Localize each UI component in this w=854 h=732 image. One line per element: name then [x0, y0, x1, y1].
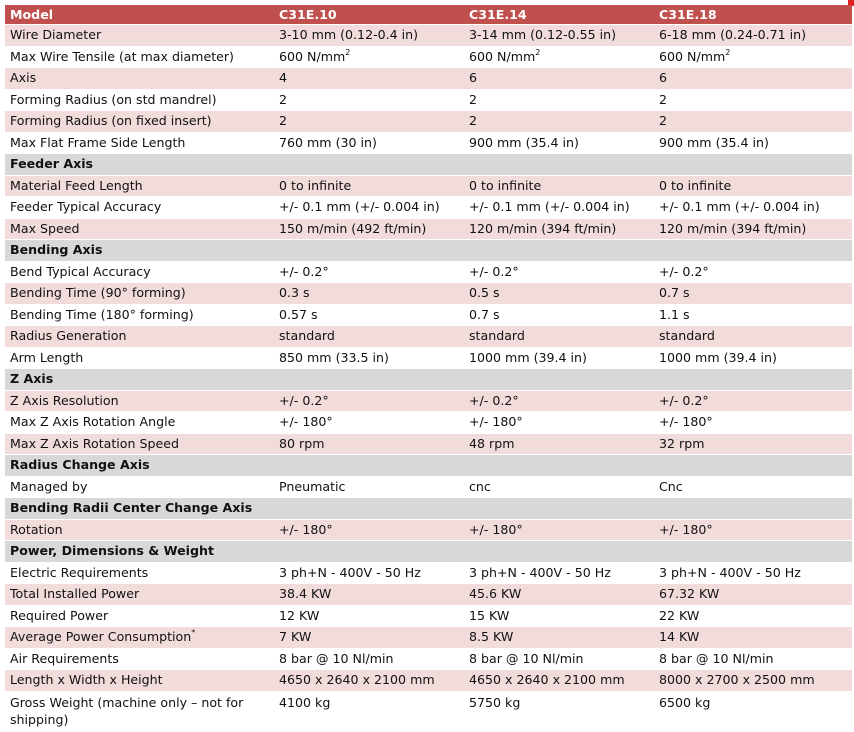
row-value-text: 600 N/mm [279, 48, 346, 64]
section-row [5, 455, 852, 477]
row-value-text: 4 [279, 70, 288, 86]
row-value [654, 648, 852, 670]
row-value-text: +/- 0.2° [469, 392, 519, 408]
table-row [5, 304, 852, 326]
table-row [5, 283, 852, 305]
table-row [5, 46, 852, 68]
row-label-text: Air Requirements [10, 650, 119, 666]
unit-superscript: 2 [345, 47, 351, 57]
header-cell-model: Model [5, 5, 274, 25]
row-value [464, 670, 654, 692]
row-value-text: Cnc [659, 478, 683, 494]
row-value [464, 562, 654, 584]
table-row [5, 691, 852, 731]
row-value-text: 0.3 s [279, 285, 310, 301]
row-value-text: 2 [279, 91, 288, 107]
row-label-text: Average Power Consumption [10, 629, 192, 645]
row-value [464, 390, 654, 412]
row-value-text: 14 KW [659, 629, 700, 645]
row-value-text: 3-10 mm (0.12-0.4 in) [279, 27, 419, 43]
table-row [5, 433, 852, 455]
table-row [5, 670, 852, 692]
row-value-text: 8000 x 2700 x 2500 mm [659, 672, 815, 688]
row-value [464, 175, 654, 197]
row-label [5, 691, 274, 731]
table-row [5, 627, 852, 649]
row-value-text: 1000 mm (39.4 in) [659, 349, 777, 365]
table-row [5, 68, 852, 90]
row-value-text: 900 mm (35.4 in) [469, 134, 579, 150]
row-value [274, 347, 464, 369]
row-label [5, 46, 274, 68]
row-value-text: +/- 180° [279, 414, 333, 430]
row-label [5, 605, 274, 627]
row-value [654, 326, 852, 348]
row-value-text: +/- 180° [659, 414, 713, 430]
section-label: Feeder Axis [5, 154, 852, 176]
row-value [654, 476, 852, 498]
table-row [5, 218, 852, 240]
row-label [5, 519, 274, 541]
row-value-text: 6500 kg [659, 694, 711, 710]
row-value-text: 15 KW [469, 607, 510, 623]
row-label [5, 670, 274, 692]
row-value [464, 283, 654, 305]
row-value-text: 38.4 KW [279, 586, 332, 602]
row-value-text: 5750 kg [469, 694, 521, 710]
table-row [5, 605, 852, 627]
row-value [654, 519, 852, 541]
row-value [274, 132, 464, 154]
row-value-text: 900 mm (35.4 in) [659, 134, 769, 150]
row-value-text: +/- 180° [469, 414, 523, 430]
table-row [5, 197, 852, 219]
row-value [464, 476, 654, 498]
row-label-text: Max Wire Tensile (at max diameter) [10, 48, 234, 64]
row-value [464, 648, 654, 670]
row-label-text: Electric Requirements [10, 564, 149, 580]
row-value-text: standard [279, 328, 335, 344]
row-value [654, 670, 852, 692]
section-row [5, 369, 852, 391]
unit-superscript: 2 [725, 47, 731, 57]
row-label-text: Max Speed [10, 220, 80, 236]
row-value [464, 691, 654, 731]
row-value-text: 8 bar @ 10 Nl/min [279, 650, 394, 666]
row-value-text: 2 [659, 91, 668, 107]
row-value [464, 605, 654, 627]
row-value-text: 6 [469, 70, 478, 86]
row-value [274, 670, 464, 692]
row-value-text: 3 ph+N - 400V - 50 Hz [469, 564, 611, 580]
row-value [274, 584, 464, 606]
row-label-text: Max Z Axis Rotation Angle [10, 414, 176, 430]
row-value-text: 4650 x 2640 x 2100 mm [279, 672, 435, 688]
section-label: Bending Axis [5, 240, 852, 262]
row-value [464, 218, 654, 240]
row-label [5, 347, 274, 369]
table-row [5, 519, 852, 541]
row-value-text: 850 mm (33.5 in) [279, 349, 389, 365]
header-cell-c31e10: C31E.10 [274, 5, 464, 25]
row-value [464, 584, 654, 606]
row-value [654, 197, 852, 219]
row-label [5, 627, 274, 649]
row-value [464, 261, 654, 283]
row-value-text: +/- 180° [279, 521, 333, 537]
row-value [464, 304, 654, 326]
row-value [274, 175, 464, 197]
row-value [464, 627, 654, 649]
table-row [5, 132, 852, 154]
row-value [274, 111, 464, 133]
row-label [5, 218, 274, 240]
row-value-text: 3 ph+N - 400V - 50 Hz [659, 564, 801, 580]
row-value [654, 347, 852, 369]
section-label: Radius Change Axis [5, 455, 852, 477]
section-label: Power, Dimensions & Weight [5, 541, 852, 563]
row-value-text: 600 N/mm [469, 48, 536, 64]
row-value [654, 132, 852, 154]
table-row [5, 584, 852, 606]
row-value-text: +/- 0.2° [659, 263, 709, 279]
row-value [464, 132, 654, 154]
row-value [654, 390, 852, 412]
row-value-text: 1000 mm (39.4 in) [469, 349, 587, 365]
row-value [654, 412, 852, 434]
row-value [464, 326, 654, 348]
row-value [274, 68, 464, 90]
row-value-text: +/- 0.2° [659, 392, 709, 408]
header-cell-c31e18: C31E.18 [654, 5, 852, 25]
row-label [5, 390, 274, 412]
row-value [464, 111, 654, 133]
row-value [464, 347, 654, 369]
row-value [274, 283, 464, 305]
row-value-text: +/- 0.2° [469, 263, 519, 279]
row-label-text: Bending Time (90° forming) [10, 285, 186, 301]
row-label [5, 283, 274, 305]
row-value [654, 627, 852, 649]
row-value [654, 304, 852, 326]
row-label-text: Forming Radius (on std mandrel) [10, 91, 217, 107]
row-value-text: 600 N/mm [659, 48, 726, 64]
table-row [5, 89, 852, 111]
row-value [654, 111, 852, 133]
row-value [274, 519, 464, 541]
row-value-text: +/- 0.1 mm (+/- 0.004 in) [469, 199, 630, 215]
row-value-text: 2 [469, 113, 478, 129]
row-value-text: 760 mm (30 in) [279, 134, 377, 150]
row-value-text: 3-14 mm (0.12-0.55 in) [469, 27, 617, 43]
section-row [5, 154, 852, 176]
row-value [654, 562, 852, 584]
row-value-text: 0 to infinite [279, 177, 352, 193]
row-value-text: +/- 180° [659, 521, 713, 537]
row-label [5, 584, 274, 606]
row-label [5, 433, 274, 455]
row-label [5, 111, 274, 133]
row-value [274, 476, 464, 498]
row-value-text: 6-18 mm (0.24-0.71 in) [659, 27, 807, 43]
row-label-text: Rotation [10, 521, 63, 537]
row-value-text: 80 rpm [279, 435, 325, 451]
row-value [654, 691, 852, 731]
row-label-text: Arm Length [10, 349, 84, 365]
row-value-text: 8 bar @ 10 Nl/min [469, 650, 584, 666]
row-value [654, 584, 852, 606]
row-value [274, 412, 464, 434]
row-value-text: 0 to infinite [469, 177, 542, 193]
row-value [464, 433, 654, 455]
table-row [5, 347, 852, 369]
row-value-text: 0.5 s [469, 285, 500, 301]
row-value [654, 605, 852, 627]
table-row [5, 25, 852, 47]
table-row [5, 648, 852, 670]
table-row [5, 261, 852, 283]
row-value [274, 562, 464, 584]
row-label [5, 304, 274, 326]
row-value-text: 6 [659, 70, 668, 86]
row-value-text: 1.1 s [659, 306, 690, 322]
unit-superscript: 2 [535, 47, 541, 57]
row-value [654, 261, 852, 283]
spec-table [5, 5, 852, 732]
row-value [464, 519, 654, 541]
row-label-text: Required Power [10, 607, 109, 623]
table-row [5, 111, 852, 133]
row-value-text: 32 rpm [659, 435, 705, 451]
row-label-text: Axis [10, 70, 37, 86]
row-value-text: 4650 x 2640 x 2100 mm [469, 672, 625, 688]
row-value [654, 175, 852, 197]
row-value [464, 68, 654, 90]
row-value-text: 12 KW [279, 607, 320, 623]
row-value [274, 46, 464, 68]
row-value [274, 648, 464, 670]
row-value-text: standard [659, 328, 715, 344]
row-value-text: 22 KW [659, 607, 700, 623]
row-label-text: Bend Typical Accuracy [10, 263, 151, 279]
row-label [5, 89, 274, 111]
row-label-text: Feeder Typical Accuracy [10, 199, 162, 215]
section-row [5, 240, 852, 262]
row-label-text: Z Axis Resolution [10, 392, 119, 408]
row-label-text: Radius Generation [10, 328, 127, 344]
row-value-text: 0.57 s [279, 306, 318, 322]
row-value-text: 150 m/min (492 ft/min) [279, 220, 427, 236]
row-value [464, 412, 654, 434]
footnote-marker: * [191, 628, 196, 638]
row-value-text: 8 bar @ 10 Nl/min [659, 650, 774, 666]
row-value-text: 120 m/min (394 ft/min) [659, 220, 807, 236]
row-value-text: +/- 0.1 mm (+/- 0.004 in) [279, 199, 440, 215]
row-value-text: +/- 0.2° [279, 392, 329, 408]
row-value [654, 89, 852, 111]
row-label [5, 326, 274, 348]
table-row [5, 412, 852, 434]
row-value [654, 433, 852, 455]
row-label [5, 175, 274, 197]
row-value [654, 46, 852, 68]
row-label [5, 562, 274, 584]
row-label-text: Forming Radius (on fixed insert) [10, 113, 212, 129]
row-label [5, 412, 274, 434]
row-value [274, 25, 464, 47]
row-value-text: 0.7 s [469, 306, 500, 322]
row-label [5, 197, 274, 219]
row-value-text: 0 to infinite [659, 177, 732, 193]
row-value [274, 89, 464, 111]
row-value [274, 390, 464, 412]
row-label [5, 25, 274, 47]
row-label-text: Bending Time (180° forming) [10, 306, 194, 322]
row-value [654, 283, 852, 305]
row-value-text: 2 [659, 113, 668, 129]
section-row [5, 541, 852, 563]
row-value [464, 25, 654, 47]
row-label [5, 132, 274, 154]
header-cell-c31e14: C31E.14 [464, 5, 654, 25]
row-value-text: +/- 0.2° [279, 263, 329, 279]
row-value-text: 3 ph+N - 400V - 50 Hz [279, 564, 421, 580]
row-value-text: cnc [469, 478, 491, 494]
row-value-text: 2 [469, 91, 478, 107]
row-label-text: Gross Weight (machine only – not for shipping) [10, 694, 244, 727]
row-value [654, 68, 852, 90]
row-value-text: 2 [279, 113, 288, 129]
row-value [274, 627, 464, 649]
table-row [5, 326, 852, 348]
table-header-row [5, 5, 852, 25]
row-value [654, 25, 852, 47]
section-label: Z Axis [5, 369, 852, 391]
row-value-text: 67.32 KW [659, 586, 720, 602]
row-value [274, 691, 464, 731]
row-value [464, 46, 654, 68]
row-label-text: Total Installed Power [10, 586, 140, 602]
table-row [5, 562, 852, 584]
row-label [5, 648, 274, 670]
row-value [274, 326, 464, 348]
row-label-text: Material Feed Length [10, 177, 143, 193]
row-value-text: standard [469, 328, 525, 344]
row-label-text: Length x Width x Height [10, 672, 163, 688]
row-value-text: +/- 0.1 mm (+/- 0.004 in) [659, 199, 820, 215]
row-value [274, 605, 464, 627]
row-label [5, 476, 274, 498]
row-value-text: 120 m/min (394 ft/min) [469, 220, 617, 236]
row-label-text: Managed by [10, 478, 88, 494]
row-value [274, 304, 464, 326]
table-row [5, 175, 852, 197]
row-label-text: Wire Diameter [10, 27, 102, 43]
row-value [464, 89, 654, 111]
row-value-text: 4100 kg [279, 694, 331, 710]
row-value-text: 0.7 s [659, 285, 690, 301]
row-label-text: Max Flat Frame Side Length [10, 134, 186, 150]
row-value-text: Pneumatic [279, 478, 346, 494]
row-value-text: 45.6 KW [469, 586, 522, 602]
row-value-text: 8.5 KW [469, 629, 514, 645]
section-row [5, 498, 852, 520]
table-row [5, 476, 852, 498]
table-row [5, 390, 852, 412]
row-value [274, 433, 464, 455]
row-value [654, 218, 852, 240]
section-label: Bending Radii Center Change Axis [5, 498, 852, 520]
row-value [274, 197, 464, 219]
row-label [5, 261, 274, 283]
row-value [464, 197, 654, 219]
row-label-text: Max Z Axis Rotation Speed [10, 435, 179, 451]
row-label [5, 68, 274, 90]
row-value-text: +/- 180° [469, 521, 523, 537]
row-value-text: 7 KW [279, 629, 312, 645]
row-value-text: 48 rpm [469, 435, 515, 451]
row-value [274, 218, 464, 240]
row-value [274, 261, 464, 283]
